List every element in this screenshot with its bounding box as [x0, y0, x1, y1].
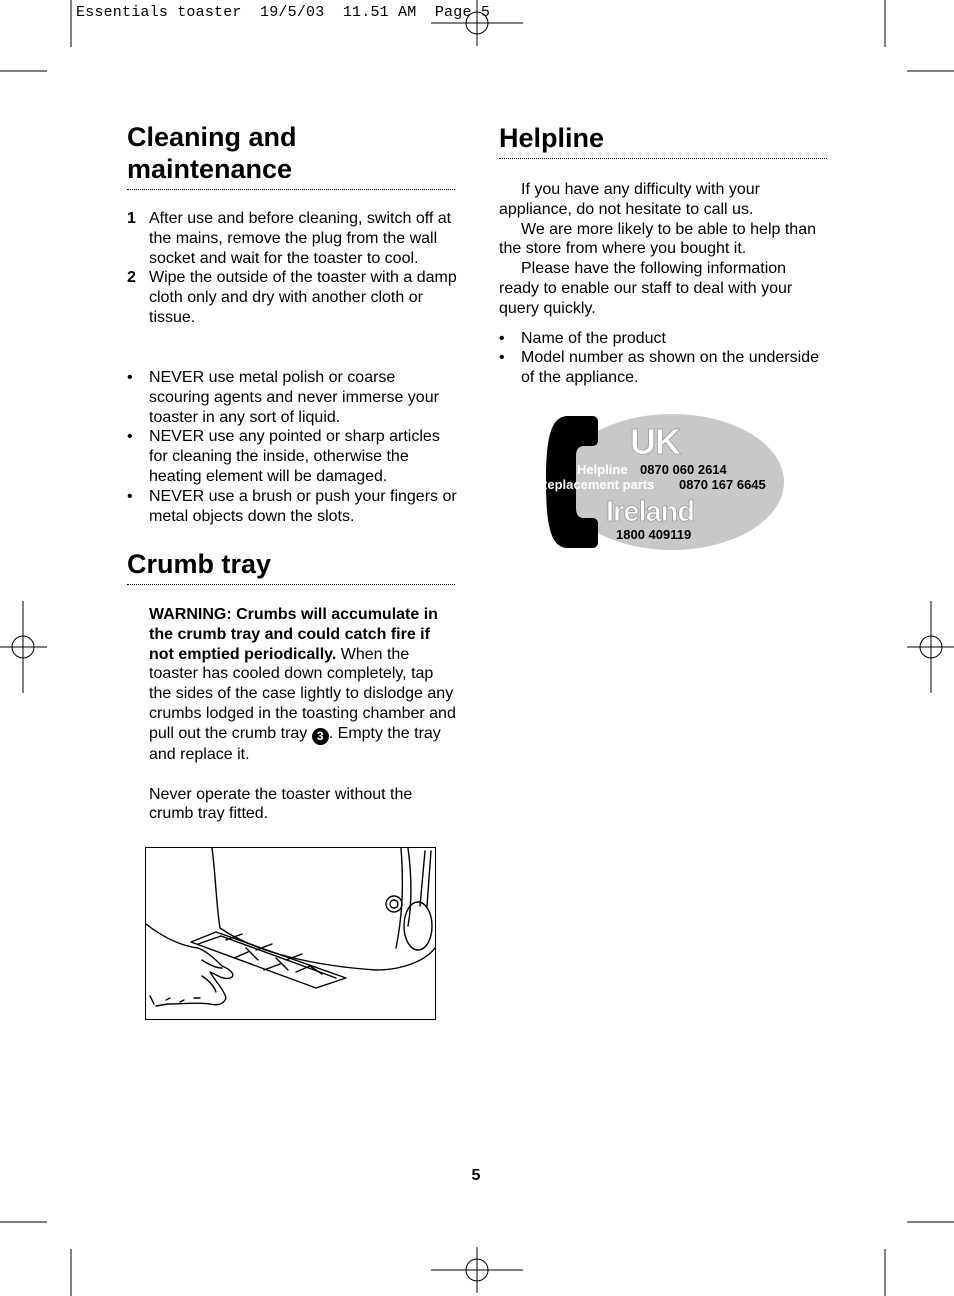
helpline-paragraph-2: We are more likely to be able to help than the store from where you bought it. [499, 220, 816, 258]
bullet-dot: • [127, 487, 133, 505]
warning-text: NEVER use metal polish or coarse scouring agents and never immerse your toaster in any sort of liquid. [149, 369, 439, 426]
helpline-paragraph-3: Please have the following information ready to enable our staff to deal with your query quickly. [499, 260, 793, 317]
helpline-bullet-item [499, 329, 819, 349]
cleaning-heading-line2: maintenance [127, 154, 293, 184]
helpline-body [499, 180, 819, 388]
helpline-bullet-text: Name of the product [521, 329, 666, 347]
uk-label: UK [630, 421, 680, 462]
crumb-warning-text: When the toaster has cooled down completely, tap the sides of the case lightly to dislodge any crumbs lodged in the toasting chamber and pull out the crumb tray [149, 645, 456, 742]
crumb-note: Never operate the toaster without the crumb tray fitted. [149, 785, 413, 823]
step-number: 1 [127, 210, 136, 227]
replacement-parts-label: Replacement parts [538, 477, 655, 492]
cleaning-warning-item [127, 368, 457, 427]
helpline-bullet-item [499, 348, 819, 388]
helpline-heading: Helpline [499, 123, 605, 153]
crumb-warning-bold: WARNING: Crumbs will accumulate in the crumb tray and could catch fire if not emptied periodically. [149, 606, 438, 663]
figure-3-badge: 3 [312, 728, 329, 745]
crumb-warning-paragraph [149, 605, 457, 765]
replacement-parts-number: 0870 167 6645 [679, 477, 766, 492]
bullet-dot: • [127, 428, 133, 446]
cleaning-warnings [127, 368, 457, 526]
cleaning-heading-line1: Cleaning and [127, 122, 297, 152]
warning-text: NEVER use a brush or push your fingers or metal objects down the slots. [149, 487, 457, 525]
bullet-dot: • [499, 329, 505, 347]
ireland-number: 1800 409119 [616, 527, 692, 542]
helpline-phone-graphic [528, 410, 788, 555]
helpline-number: 0870 060 2614 [640, 462, 727, 477]
bullet-dot: • [499, 349, 505, 367]
crumb-tray-body [149, 605, 457, 824]
step-text: Wipe the outside of the toaster with a damp cloth only and dry with another cloth or tissue. [149, 269, 457, 326]
crumb-tray-heading-rule [127, 584, 455, 585]
crumb-warning-tail: . Empty the tray and replace it. [149, 724, 441, 763]
ireland-label: Ireland [606, 496, 695, 528]
crumb-tray-heading: Crumb tray [127, 549, 272, 579]
page-number: 5 [471, 1167, 481, 1184]
warning-text: NEVER use any pointed or sharp articles for cleaning the inside, otherwise the heating element will be damaged. [149, 428, 440, 485]
bullet-dot: • [127, 369, 133, 386]
printer-slug: Essentials toaster 19/5/03 11.51 AM Page 5 [76, 4, 491, 21]
cleaning-step-1 [127, 209, 457, 268]
cleaning-warning-item [127, 487, 457, 527]
helpline-label: Helpline [577, 462, 628, 477]
cleaning-step-2 [127, 268, 457, 327]
helpline-paragraph-1: If you have any difficulty with your appliance, do not hesitate to call us. [499, 181, 760, 218]
toaster-hand-drawing [146, 848, 435, 1019]
crumb-tray-illustration [145, 847, 436, 1020]
step-number: 2 [127, 269, 136, 287]
helpline-bullets [499, 329, 819, 388]
cleaning-warning-item [127, 427, 457, 486]
cleaning-steps [127, 209, 457, 328]
helpline-heading-rule [499, 158, 827, 159]
helpline-bullet-text: Model number as shown on the underside of the appliance. [521, 349, 819, 387]
cleaning-heading-rule [127, 189, 455, 190]
cleaning-heading [127, 121, 297, 185]
step-text: After use and before cleaning, switch off at the mains, remove the plug from the wall socket and wait for the toaster to cool. [149, 210, 452, 267]
